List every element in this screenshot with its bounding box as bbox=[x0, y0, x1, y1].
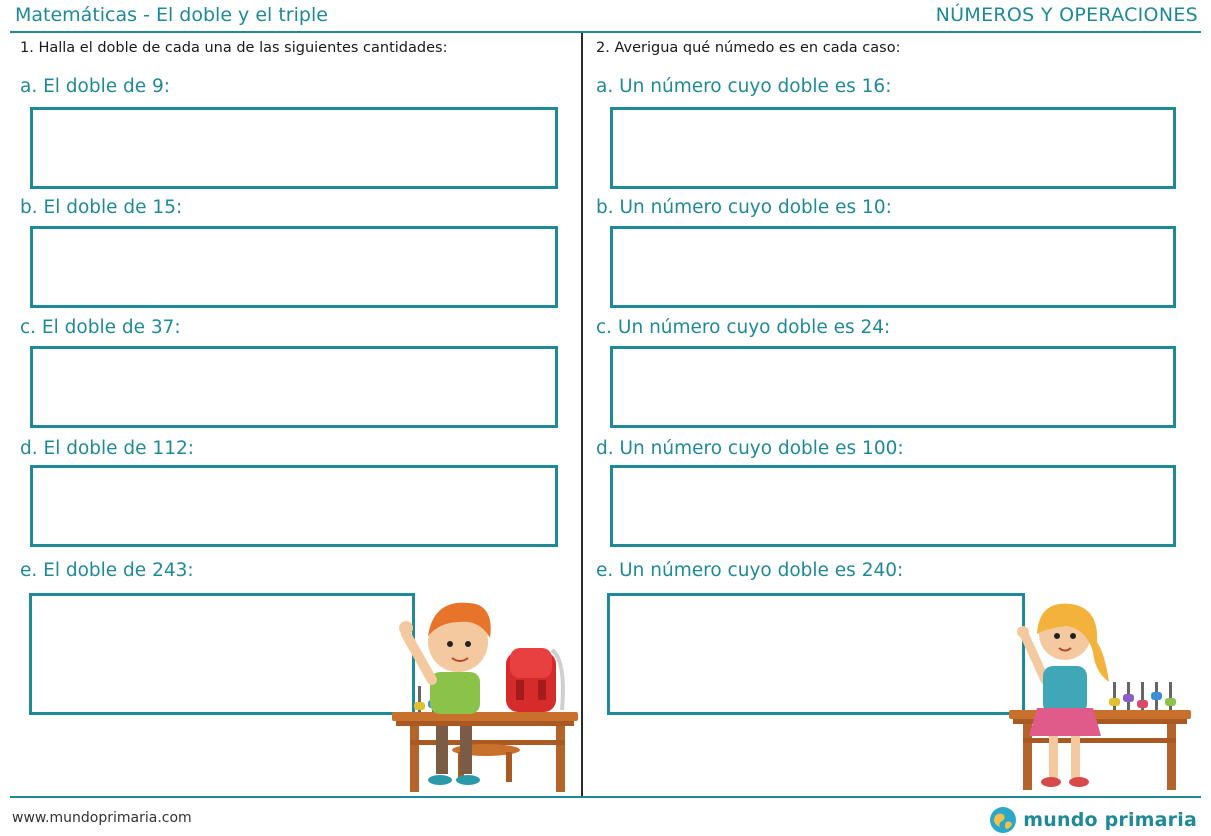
question-2a: a. Un número cuyo doble es 16: bbox=[596, 76, 892, 97]
answer-box-2a[interactable] bbox=[610, 107, 1176, 189]
question-1a: a. El doble de 9: bbox=[20, 76, 171, 97]
question-1b: b. El doble de 15: bbox=[20, 197, 183, 218]
answer-box-2d[interactable] bbox=[610, 465, 1176, 547]
question-2b: b. Un número cuyo doble es 10: bbox=[596, 197, 892, 218]
footer-rule bbox=[10, 796, 1201, 798]
question-2c: c. Un número cuyo doble es 24: bbox=[596, 317, 891, 338]
answer-box-1e[interactable] bbox=[29, 593, 415, 715]
footer-url[interactable]: www.mundoprimaria.com bbox=[12, 810, 192, 826]
question-1e: e. El doble de 243: bbox=[20, 560, 194, 581]
question-2e: e. Un número cuyo doble es 240: bbox=[596, 560, 904, 581]
header-rule bbox=[10, 31, 1201, 33]
answer-box-2c[interactable] bbox=[610, 346, 1176, 428]
exercise-1-instruction: 1. Halla el doble de cada una de las siguientes cantidades: bbox=[20, 40, 448, 56]
answer-box-1b[interactable] bbox=[30, 226, 558, 308]
answer-box-1a[interactable] bbox=[30, 107, 558, 189]
answer-box-2e[interactable] bbox=[607, 593, 1025, 715]
exercise-2-instruction: 2. Averigua qué númedo es en cada caso: bbox=[596, 40, 901, 56]
answer-box-1c[interactable] bbox=[30, 346, 558, 428]
boy-at-desk-illustration bbox=[388, 590, 583, 795]
globe-icon bbox=[989, 806, 1017, 834]
answer-box-1d[interactable] bbox=[30, 465, 558, 547]
question-1d: d. El doble de 112: bbox=[20, 438, 194, 459]
question-2d: d. Un número cuyo doble es 100: bbox=[596, 438, 904, 459]
question-1c: c. El doble de 37: bbox=[20, 317, 181, 338]
brand-name: mundo primaria bbox=[1023, 809, 1197, 831]
girl-at-desk-illustration bbox=[1005, 590, 1195, 795]
worksheet-title: Matemáticas - El doble y el triple bbox=[15, 4, 328, 26]
answer-box-2b[interactable] bbox=[610, 226, 1176, 308]
brand-logo[interactable] bbox=[989, 806, 1197, 834]
worksheet-category: NÚMEROS Y OPERACIONES bbox=[935, 4, 1198, 26]
